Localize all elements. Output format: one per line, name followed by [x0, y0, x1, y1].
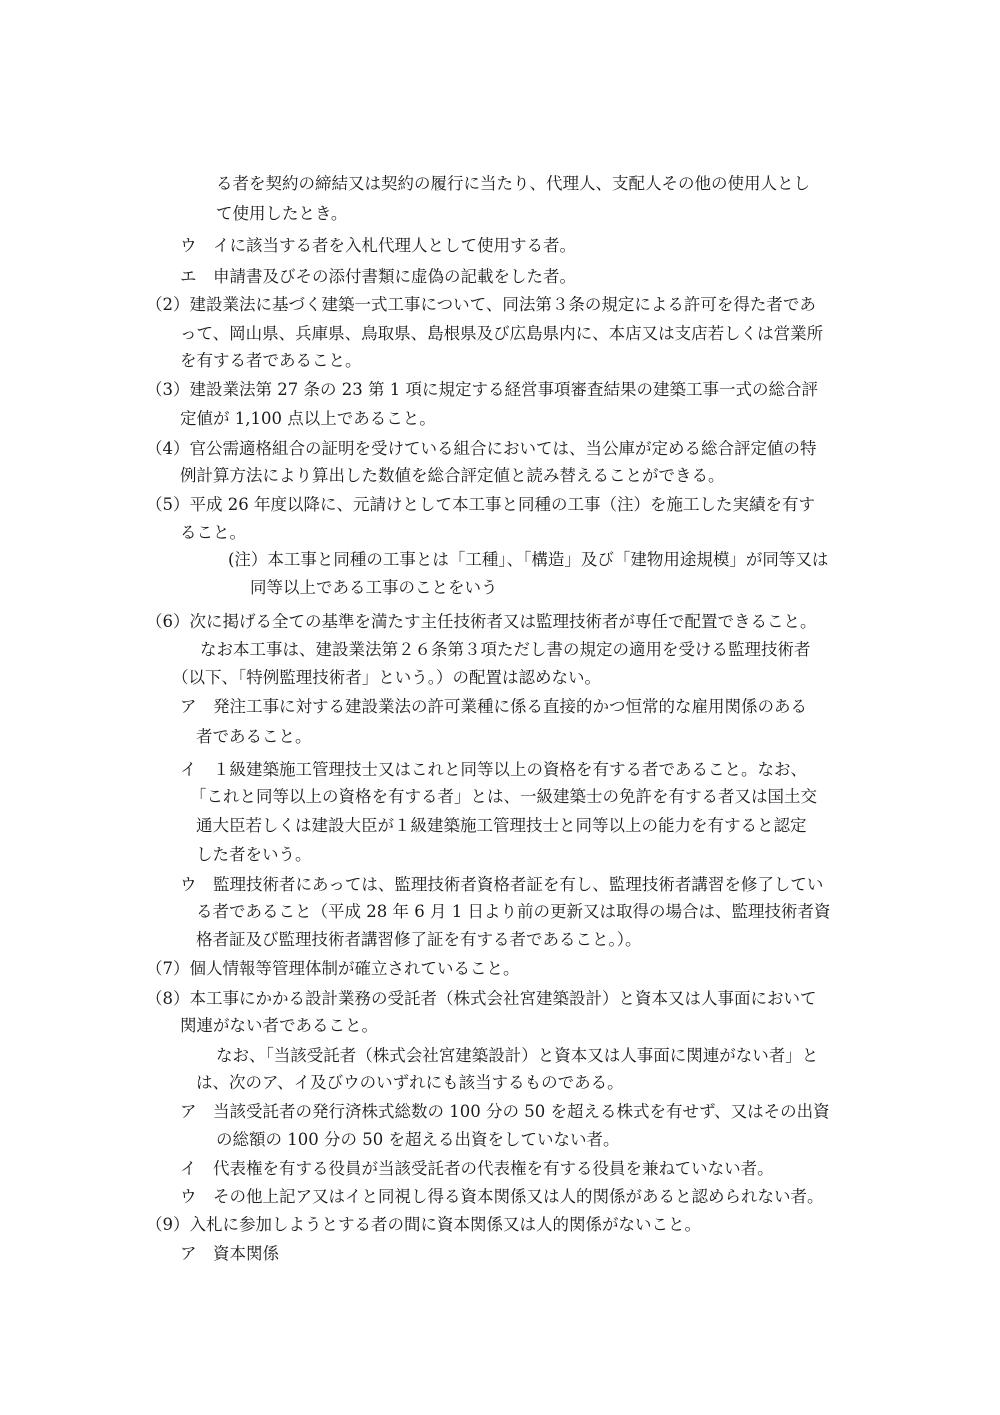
text-line: （7）個人情報等管理体制が確立されていること。 — [146, 959, 520, 978]
text-line: 例計算方法により算出した数値を総合評定値と読み替えることができる。 — [180, 466, 725, 485]
text-line: （4）官公需適格組合の証明を受けている組合においては、当公庫が定める総合評定値の特 — [146, 439, 817, 458]
text-line: (注）本工事と同種の工事とは「工種」、「構造」及び「建物用途規模」が同等又は — [228, 550, 829, 569]
text-line: って、岡山県、兵庫県、鳥取県、島根県及び広島県内に、本店又は支店若しくは営業所 — [180, 324, 824, 343]
text-line: は、次のア、イ及びウのいずれにも該当するものである。 — [196, 1073, 624, 1092]
text-line: 同等以上である工事のことをいう — [250, 578, 498, 597]
text-line: エ 申請書及びその添付書類に虚偽の記載をした者。 — [180, 267, 576, 286]
text-line: ア 発注工事に対する建設業法の許可業種に係る直接的かつ恒常的な雇用関係のある — [180, 697, 807, 716]
text-line: ること。 — [180, 523, 246, 542]
text-line: （5）平成 26 年度以降に、元請けとして本工事と同種の工事（注）を施工した実績を有す — [146, 495, 815, 514]
text-line: る者であること（平成 28 年 6 月 1 日より前の更新又は取得の場合は、監理技術者資 — [196, 902, 831, 921]
text-line: （8）本工事にかかる設計業務の受託者（株式会社宮建築設計）と資本又は人事面において — [146, 989, 817, 1008]
text-line: なお本工事は、建設業法第２６条第３項ただし書の規定の適用を受ける監理技術者 — [200, 640, 811, 659]
text-line: （3）建設業法第 27 条の 23 第 1 項に規定する経営事項審査結果の建築工事一式の総合評 — [146, 380, 818, 399]
text-line: イ 代表権を有する役員が当該受託者の代表権を有する役員を兼ねていない者。 — [180, 1159, 774, 1178]
text-line: の総額の 100 分の 50 を超える出資をしていない者。 — [216, 1130, 620, 1149]
text-line: ウ その他上記ア又はイと同視し得る資本関係又は人的関係があると認められない者。 — [180, 1187, 824, 1206]
text-line: ア 資本関係 — [180, 1244, 279, 1263]
text-line: て使用したとき。 — [216, 204, 348, 223]
text-line: 者であること。 — [196, 727, 312, 746]
text-line: （6）次に掲げる全ての基準を満たす主任技術者又は監理技術者が専任で配置できること。 — [146, 612, 817, 631]
text-line: 格者証及び監理技術者講習修了証を有する者であること。）。 — [196, 930, 642, 949]
text-line: 関連がない者であること。 — [180, 1016, 378, 1035]
text-line: 通大臣若しくは建設大臣が１級建築施工管理技士と同等以上の能力を有すると認定 — [196, 816, 807, 835]
text-line: イ １級建築施工管理技士又はこれと同等以上の資格を有する者であること。なお、 — [180, 760, 807, 779]
text-line: ア 当該受託者の発行済株式総数の 100 分の 50 を超える株式を有せず、又はその出資 — [180, 1102, 830, 1121]
text-line: （以下、「特例監理技術者」という。）の配置は認めない。 — [172, 668, 601, 687]
text-line: を有する者であること。 — [180, 351, 362, 370]
text-line: ウ 監理技術者にあっては、監理技術者資格者証を有し、監理技術者講習を修了してい — [180, 875, 824, 894]
text-line: （9）入札に参加しようとする者の間に資本関係又は人的関係がないこと。 — [146, 1215, 701, 1234]
text-line: （2）建設業法に基づく建築一式工事について、同法第３条の規定による許可を得た者であ — [146, 295, 816, 314]
text-line: した者をいう。 — [196, 845, 312, 864]
text-line: 「これと同等以上の資格を有する者」とは、一級建築士の免許を有する者又は国土交 — [190, 787, 817, 806]
text-line: 定値が 1,100 点以上であること。 — [180, 409, 436, 428]
text-line: る者を契約の締結又は契約の履行に当たり、代理人、支配人その他の使用人とし — [216, 174, 810, 193]
text-line: なお、「当該受託者（株式会社宮建築設計）と資本又は人事面に関連がない者」と — [216, 1046, 819, 1065]
text-line: ウ イに該当する者を入札代理人として使用する者。 — [180, 236, 576, 255]
